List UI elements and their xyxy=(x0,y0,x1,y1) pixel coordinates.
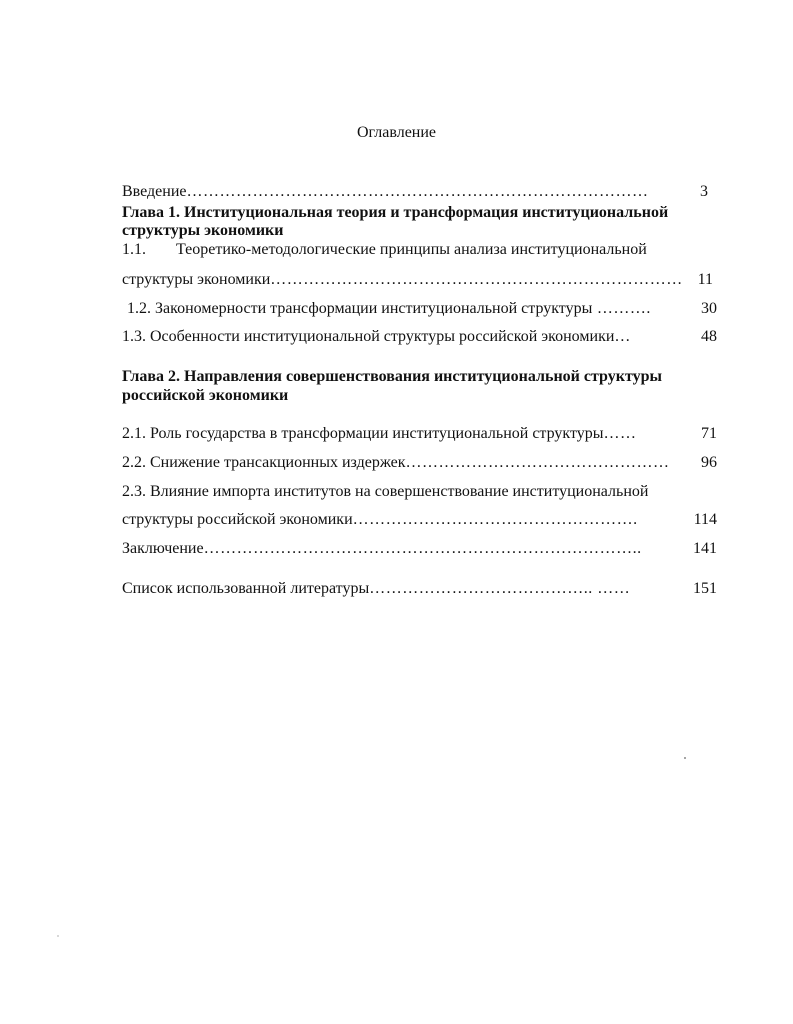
chapter-2-heading: Глава 2. Направления совершенствования институциональной структуры xyxy=(122,368,662,385)
toc-entry-bibliography xyxy=(122,579,630,599)
toc-page-number: 11 xyxy=(697,271,713,288)
leader-dots: ………………………………………… xyxy=(405,454,670,471)
leader-dots: ………………………………………………………………………… xyxy=(186,183,649,200)
toc-page-number: 141 xyxy=(693,540,717,557)
toc-entry-label: структуры российской экономики xyxy=(122,511,353,528)
toc-page-number: 96 xyxy=(701,454,717,471)
scan-speck xyxy=(684,757,686,759)
leader-dots: ………. xyxy=(592,300,651,317)
toc-entry-2-3: 2.3. Влияние импорта институтов на совершенствование институциональной xyxy=(122,483,649,500)
leader-dots: …………………………………………………………………….. xyxy=(203,540,642,557)
page-title: Оглавление xyxy=(356,124,437,141)
toc-entry-label: 1.2. Закономерности трансформации институциональной структуры xyxy=(127,300,593,317)
toc-page-number: 48 xyxy=(701,328,717,345)
toc-page-number: 114 xyxy=(693,511,717,528)
toc-page-number: 3 xyxy=(700,183,708,200)
toc-entry-intro xyxy=(122,182,649,202)
toc-entry-2-2 xyxy=(122,453,670,473)
toc-entry-label: 1.3. Особенности институциональной структуры российской экономики xyxy=(122,328,615,345)
toc-entry-label: Теоретико-методологические принципы анализа институциональной xyxy=(176,241,647,258)
toc-entry-1-3 xyxy=(122,327,631,347)
toc-page-number: 71 xyxy=(701,425,717,442)
leader-dots: ………………………………………………………………… xyxy=(270,271,683,288)
leader-dots: ………………………………….. …… xyxy=(369,580,631,597)
toc-entry-label: Заключение xyxy=(122,540,204,557)
chapter-1-heading: Глава 1. Институциональная теория и трансформация институциональной xyxy=(122,204,669,221)
toc-entry-label: Введение xyxy=(122,183,187,200)
toc-entry-1-2 xyxy=(127,299,651,319)
toc-entry-label: структуры экономики xyxy=(122,271,271,288)
leader-dots: ……………………………………………. xyxy=(352,511,638,528)
toc-entry-conclusion xyxy=(122,539,642,559)
toc-page-number: 151 xyxy=(693,580,717,597)
toc-entry-2-1 xyxy=(122,424,637,444)
scan-speck xyxy=(57,935,59,937)
toc-page-number: 30 xyxy=(701,300,717,317)
toc-entry-1-1 xyxy=(122,240,647,260)
chapter-1-heading-cont: структуры экономики xyxy=(122,222,284,239)
leader-dots: … xyxy=(614,328,631,345)
toc-entry-1-1-cont xyxy=(122,270,683,290)
toc-entry-label: Список использованной литературы xyxy=(122,580,370,597)
toc-entry-label: 2.2. Снижение трансакционных издержек xyxy=(122,454,406,471)
leader-dots: …… xyxy=(603,425,637,442)
toc-entry-2-3-cont xyxy=(122,510,638,530)
toc-entry-label: 2.1. Роль государства в трансформации институциональной структуры xyxy=(122,425,604,442)
chapter-2-heading-cont: российской экономики xyxy=(122,387,289,404)
section-number: 1.1. xyxy=(122,241,146,258)
